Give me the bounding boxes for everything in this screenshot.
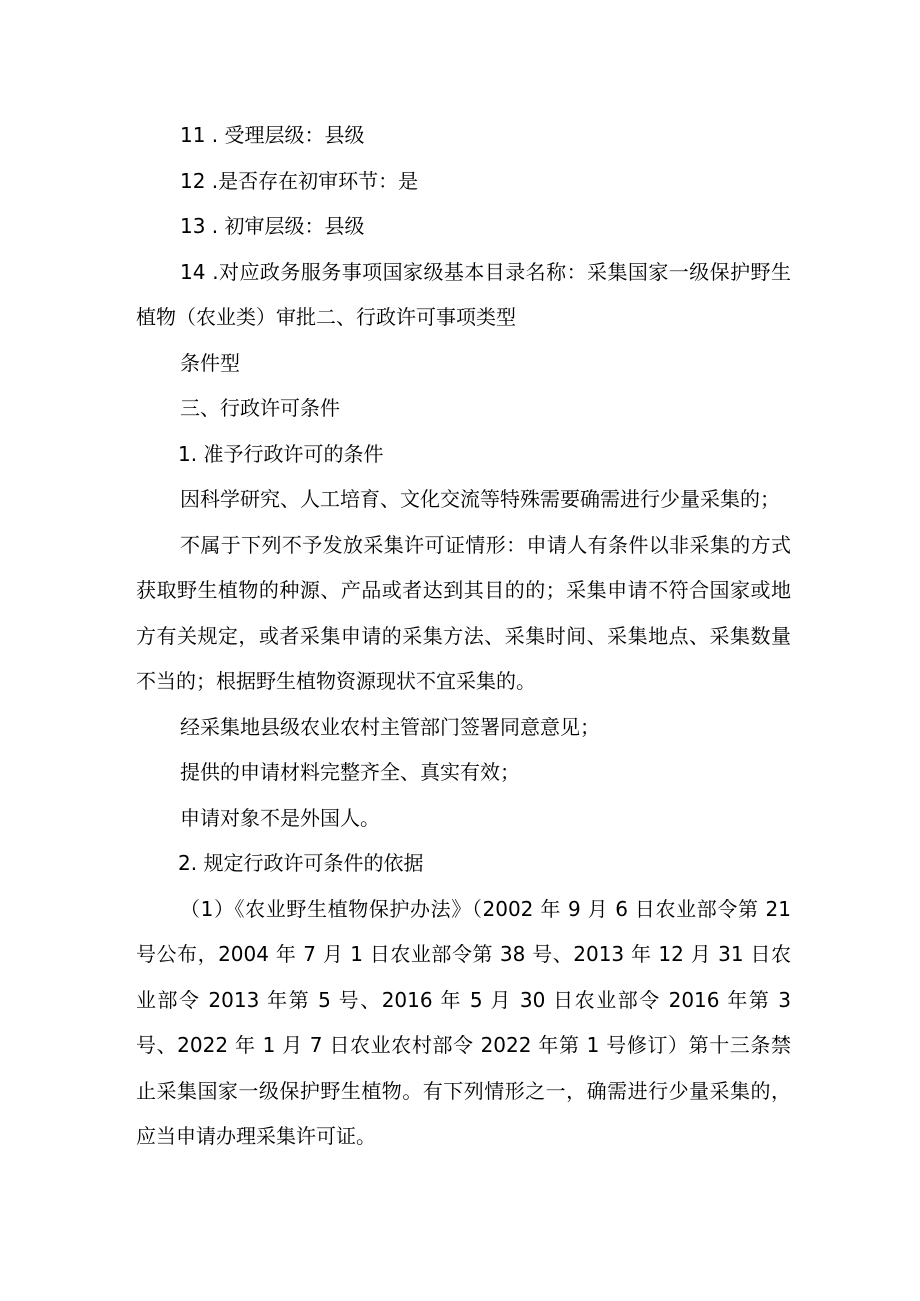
item-14-catalog-name: 14 .对应政务服务事项国家级基本目录名称：采集国家一级保护野生植物（农业类）审批二、行政许可事项类型 — [136, 259, 791, 329]
legal-basis-1: （1）《农业野生植物保护办法》（2002 年 9 月 6 日农业部令第 21 号公布，2004 年 7 月 1 日农业部令第 38 号、2013 年 12 月 31 日农业部令 2013 年第 5 号、2016 年 5 月 30 日农业部令 2016 年第 3 号、2022 年 1 月 7 日农业农村部令 2022 年第 1 号修订）第十三条禁止采集国家一级保护野生植物。有下列情形之一，确需进行少量采集的，应当申请办理采集许可证。 — [136, 896, 791, 1148]
condition-1: 因科学研究、人工培育、文化交流等特殊需要确需进行少量采集的； — [180, 487, 780, 511]
section-3-heading: 三、行政许可条件 — [180, 396, 340, 420]
item-12-preliminary-review: 12 .是否存在初审环节：是 — [180, 168, 419, 193]
condition-4: 提供的申请材料完整齐全、真实有效； — [180, 760, 520, 784]
condition-5: 申请对象不是外国人。 — [180, 805, 380, 830]
subsection-1-heading: 1. 准予行政许可的条件 — [178, 441, 384, 466]
condition-2: 不属于下列不予发放采集许可证情形：申请人有条件以非采集的方式获取野生植物的种源、产品或者达到其目的的；采集申请不符合国家或地方有关规定，或者采集申请的采集方法、采集时间、采集地点、采集数量不当的；根据野生植物资源现状不宜采集的。 — [136, 532, 791, 693]
permit-type: 条件型 — [180, 350, 240, 375]
subsection-2-heading: 2. 规定行政许可条件的依据 — [178, 851, 424, 875]
item-13-preliminary-level: 13 . 初审层级：县级 — [180, 214, 365, 238]
document-page — [136, 113, 791, 1160]
item-11-acceptance-level: 11 . 受理层级：县级 — [180, 123, 365, 147]
condition-3: 经采集地县级农业农村主管部门签署同意意见； — [180, 714, 600, 739]
